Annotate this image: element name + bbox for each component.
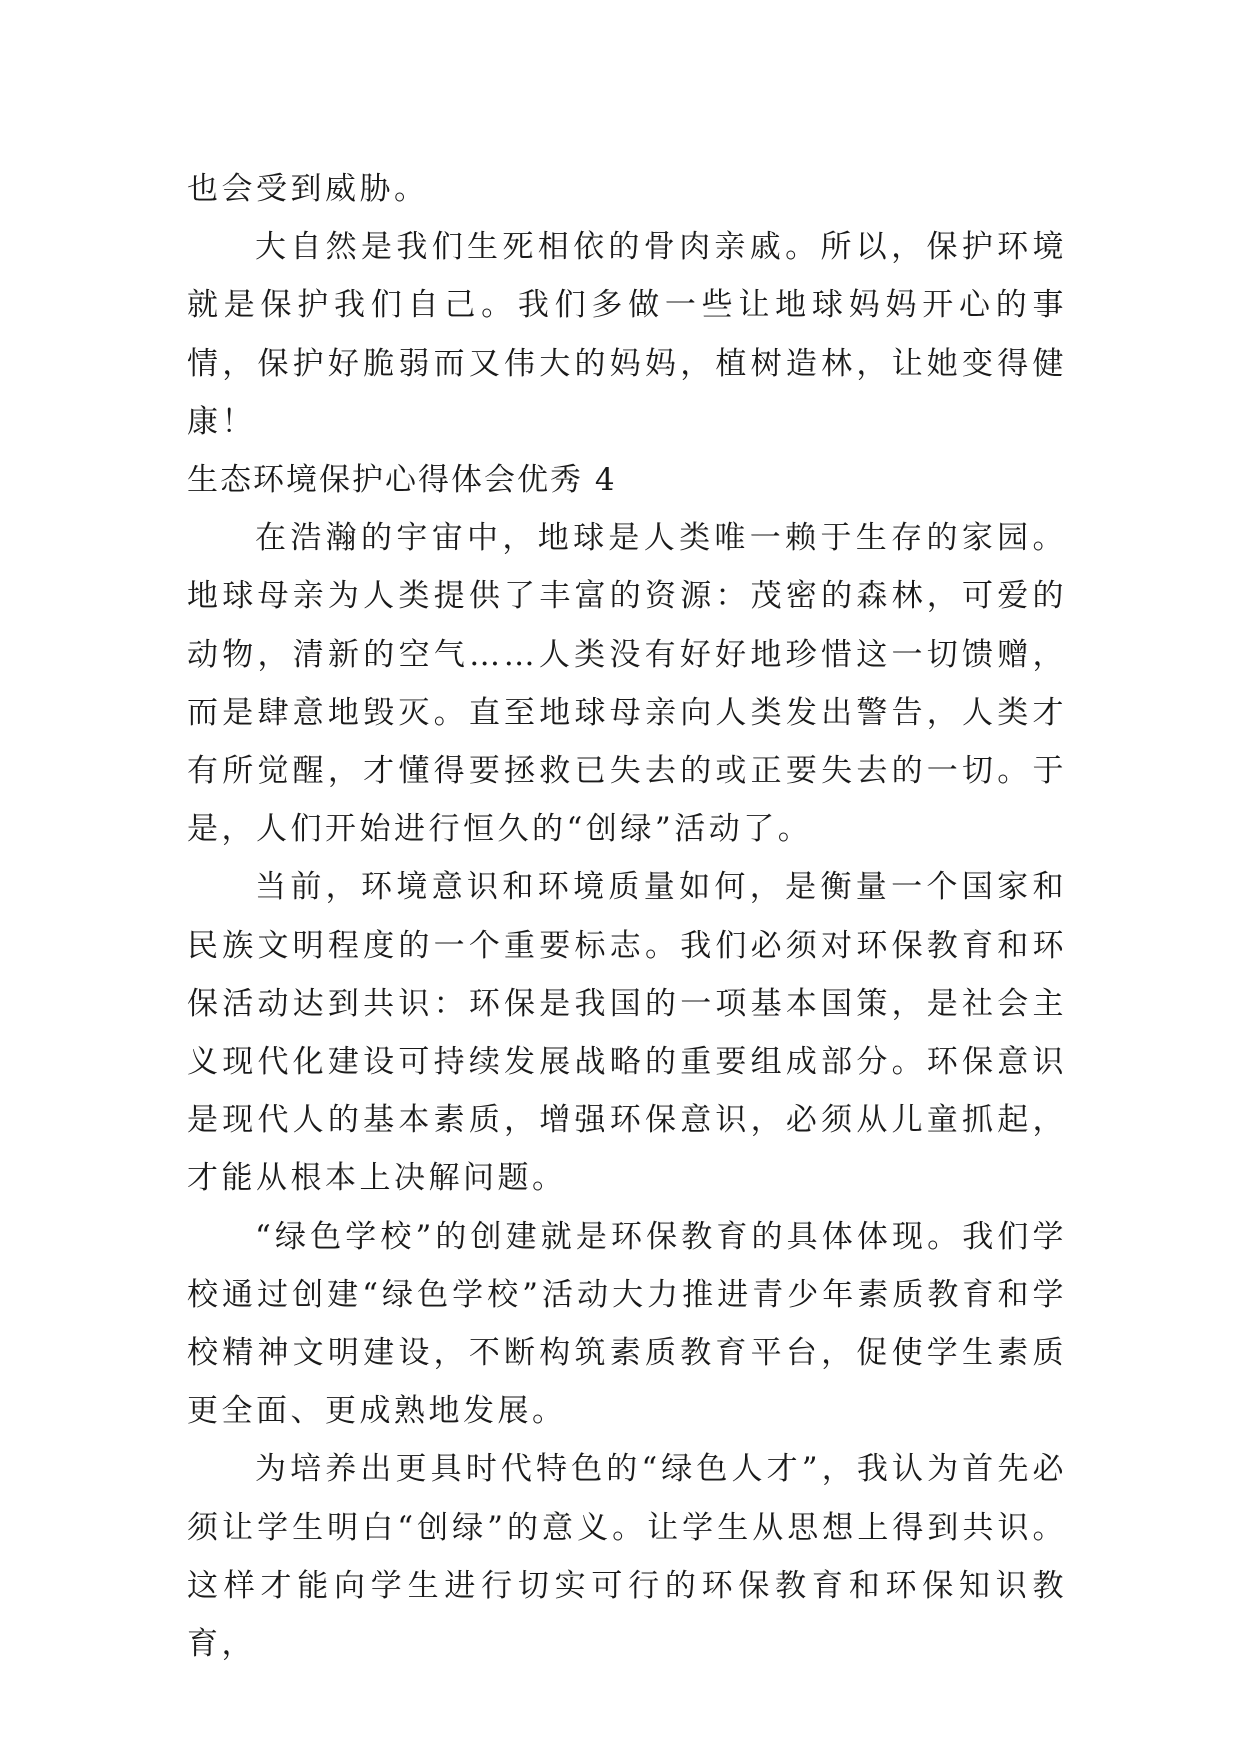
- section-heading: 生态环境保护心得体会优秀 4: [187, 462, 617, 499]
- document-body: [187, 160, 1067, 1673]
- paragraph: 当前，环境意识和环境质量如何，是衡量一个国家和民族文明程度的一个重要标志。我们必须对环保教育和环保活动达到共识：环保是我国的一项基本国策，是社会主义现代化建设可持续发展战略的重要组成部分。环保意识是现代人的基本素质，增强环保意识，必须从儿童抓起，才能从根本上决解问题。: [187, 869, 1067, 1197]
- paragraph: 为培养出更具时代特色的“绿色人才”，我认为首先必须让学生明白“创绿”的意义。让学生从思想上得到共识。这样才能向学生进行切实可行的环保教育和环保知识教育，: [187, 1451, 1067, 1663]
- paragraph: 在浩瀚的宇宙中，地球是人类唯一赖于生存的家园。地球母亲为人类提供了丰富的资源：茂密的森林，可爱的动物，清新的空气……人类没有好好地珍惜这一切馈赠，而是肆意地毁灭。直至地球母亲向人类发出警告，人类才有所觉醒，才懂得要拯救已失去的或正要失去的一切。于是，人们开始进行恒久的“创绿”活动了。: [187, 520, 1067, 848]
- paragraph-continuation: 也会受到威胁。: [187, 171, 429, 207]
- paragraph: “绿色学校”的创建就是环保教育的具体体现。我们学校通过创建“绿色学校”活动大力推进青少年素质教育和学校精神文明建设，不断构筑素质教育平台，促使学生素质更全面、更成熟地发展。: [187, 1218, 1067, 1430]
- paragraph: 大自然是我们生死相依的骨肉亲戚。所以，保护环境就是保护我们自己。我们多做一些让地球妈妈开心的事情，保护好脆弱而又伟大的妈妈，植树造林，让她变得健康！: [187, 229, 1067, 440]
